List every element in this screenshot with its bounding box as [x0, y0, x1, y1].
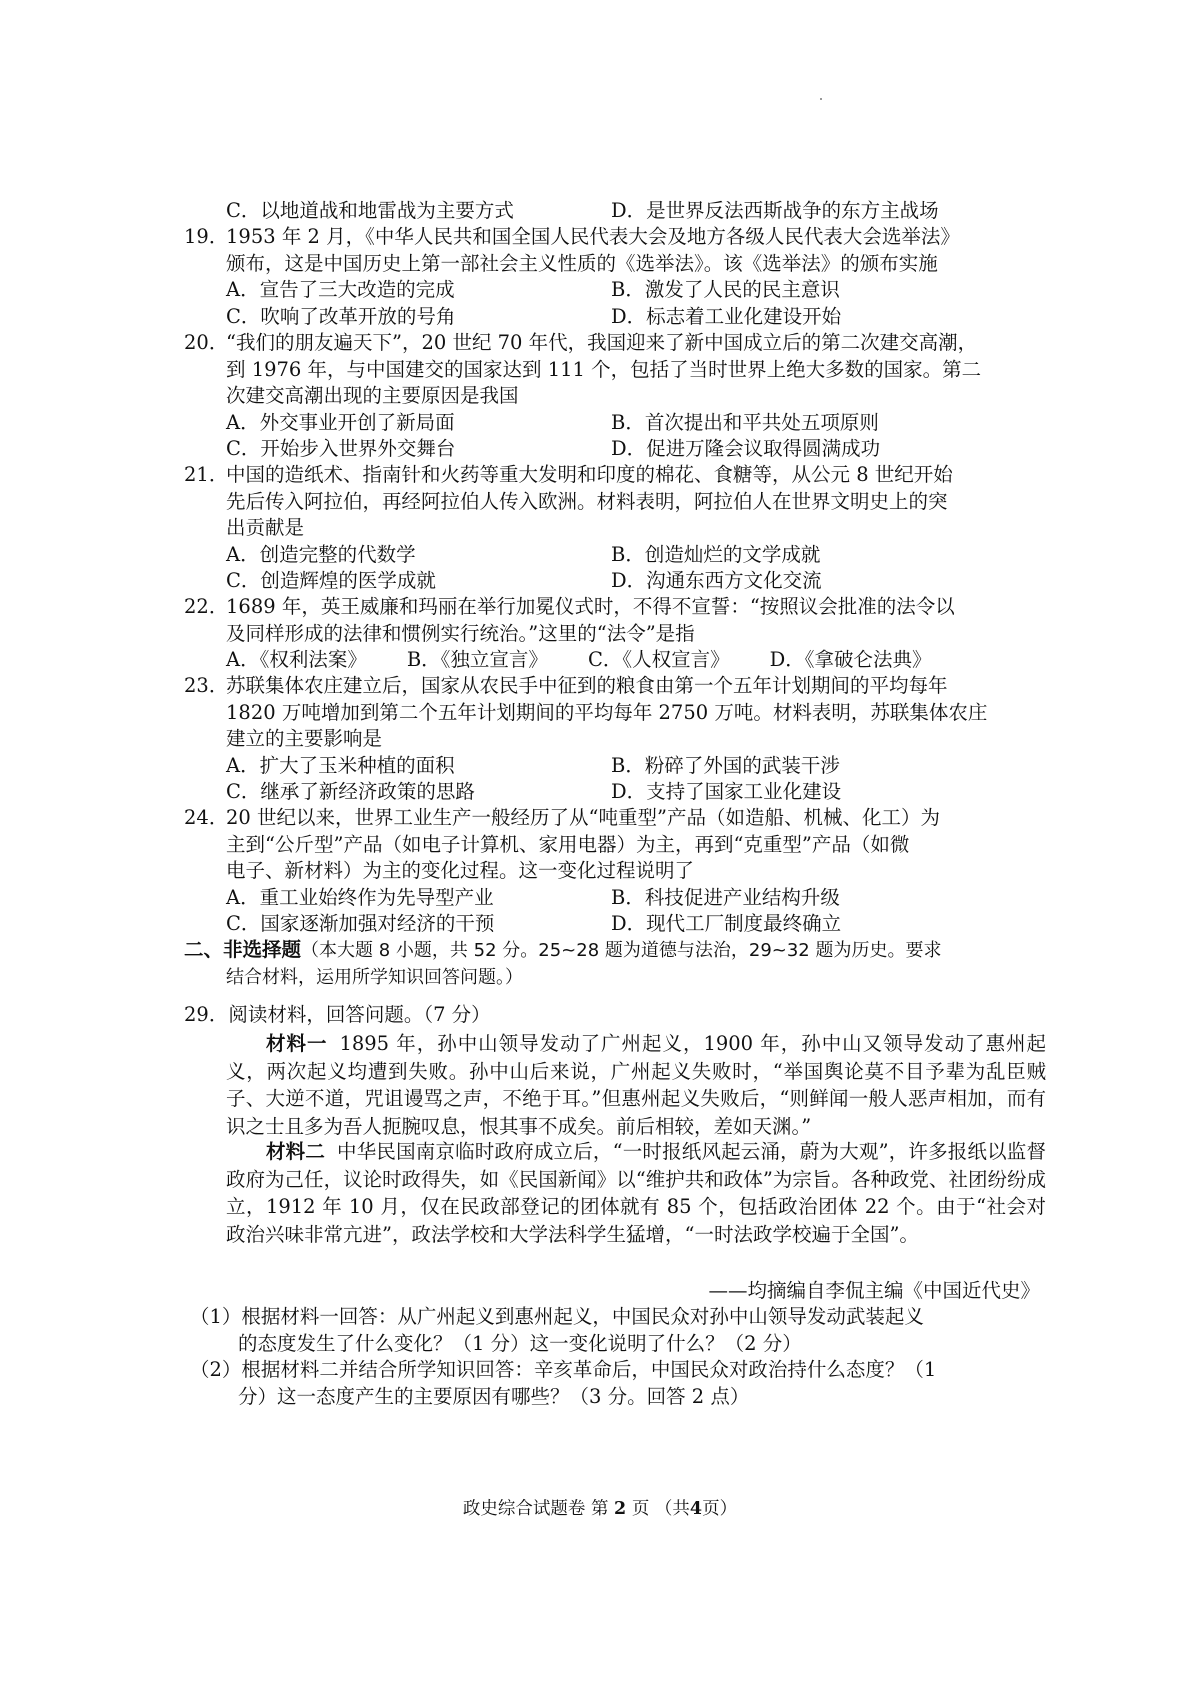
question-stem-line: 苏联集体农庄建立后，国家从农民手中征到的粮食由第一个五年计划期间的平均每年 — [226, 674, 948, 697]
question-stem-line: “我们的朋友遍天下”，20 世纪 70 年代，我国迎来了新中国成立后的第二次建交高潮， — [226, 331, 978, 354]
material-2-text: 中华民国南京临时政府成立后，“一时报纸风起云涌，蔚为大观”，许多报纸以监督政府为己任，议论时政得失，如《民国新闻》以“维护共和政体”为宗旨。各种政党、社团纷纷成立，1912 年 10 月，仅在民政部登记的团体就有 85 个，包括政治团体 22 个。由于“社会对政治兴味非常亢进”，政法学校和大学法科学生猛增，“一时法政学校遍于全国”。 — [226, 1140, 1046, 1246]
option-d: D．支持了国家工业化建设 — [611, 780, 842, 803]
question-21 — [184, 462, 1044, 595]
material-2 — [226, 1138, 1046, 1248]
page-footer — [0, 1495, 1200, 1520]
question-number: 22． — [184, 595, 229, 618]
footer-total-pages: 4 — [689, 1499, 703, 1519]
option-c: C．国家逐渐加强对经济的干预 — [226, 912, 495, 935]
option-a: A．重工业始终作为先导型产业 — [226, 885, 494, 909]
option-b: B．科技促进产业结构升级 — [611, 885, 840, 909]
option-c: C．《人权宣言》 — [587, 648, 730, 671]
option-b: B．创造灿烂的文学成就 — [611, 542, 821, 566]
material-1 — [226, 1030, 1046, 1140]
material-source: ——均摘编自李侃主编《中国近代史》 — [708, 1279, 1040, 1302]
option-c: C．开始步入世界外交舞台 — [226, 437, 456, 460]
sub-question-1 — [190, 1304, 1050, 1357]
q18-option-d: D．是世界反法西斯战争的东方主战场 — [611, 199, 939, 222]
material-2-label: 材料二 — [266, 1140, 326, 1163]
question-number: 23． — [184, 674, 229, 697]
section-2-desc-cont: 结合材料，运用所学知识回答问题。） — [226, 966, 523, 988]
option-c: C．创造辉煌的医学成就 — [226, 569, 436, 592]
footer-mid: 页 （共 — [631, 1499, 690, 1519]
q18-option-c: C．以地道战和地雷战为主要方式 — [226, 199, 514, 222]
question-number: 19． — [184, 225, 229, 248]
option-c: C．继承了新经济政策的思路 — [226, 780, 475, 803]
question-stem-line: 到 1976 年，与中国建交的国家达到 111 个，包括了当时世界上绝大多数的国家。第二 — [226, 357, 982, 381]
question-20 — [184, 330, 1044, 463]
sub-question-2-line: （2）根据材料二并结合所学知识回答：辛亥革命后，中国民众对政治持什么态度？（1 — [190, 1358, 937, 1381]
question-19 — [184, 224, 1044, 330]
option-b: B．激发了人民的民主意识 — [611, 278, 840, 301]
question-stem-line: 及同样形成的法律和惯例实行统治。”这里的“法令”是指 — [226, 621, 695, 645]
question-stem-line: 电子、新材料）为主的变化过程。这一变化过程说明了 — [226, 859, 695, 882]
sub-question-1-line: 的态度发生了什么变化？（1 分）这一变化说明了什么？（2 分） — [238, 1331, 802, 1355]
sub-question-2 — [190, 1357, 1050, 1410]
option-a: A．外交事业开创了新局面 — [226, 410, 455, 434]
question-22 — [184, 594, 1044, 674]
section-2-heading — [184, 937, 1044, 991]
material-1-text: 1895 年，孙中山领导发动了广州起义，1900 年，孙中山又领导发动了惠州起义，两次起义均遭到失败。孙中山后来说，广州起义失败时，“举国舆论莫不目予辈为乱臣贼子、大逆不道，咒诅谩骂之声，不绝于耳。”但惠州起义失败后，“则鲜闻一般人恶声相加，而有识之士且多为吾人扼腕叹息，恨其事不成矣。前后相较，差如天渊。” — [226, 1032, 1046, 1138]
section-2-title: 二、非选择题 — [184, 938, 302, 961]
option-b: B．《独立宣言》 — [406, 648, 548, 671]
option-d: D．标志着工业化建设开始 — [611, 304, 842, 328]
option-a: A．创造完整的代数学 — [226, 542, 416, 566]
option-d: D．现代工厂制度最终确立 — [611, 912, 842, 935]
question-number: 24． — [184, 806, 229, 829]
question-stem-line: 次建交高潮出现的主要原因是我国 — [226, 384, 519, 407]
sub-question-2-line: 分）这一态度产生的主要原因有哪些？（3 分。回答 2 点） — [238, 1384, 750, 1408]
option-a: A．《权利法案》 — [226, 648, 367, 671]
question-stem-line: 建立的主要影响是 — [226, 727, 383, 750]
option-a: A．宣告了三大改造的完成 — [226, 278, 455, 301]
footer-right: 页） — [702, 1499, 738, 1519]
question-stem-line: 1820 万吨增加到第二个五年计划期间的平均每年 2750 万吨。材料表明，苏联集体农庄 — [226, 700, 988, 724]
option-d: D．促进万隆会议取得圆满成功 — [611, 437, 881, 460]
section-2-desc: （本大题 8 小题，共 52 分。25~28 题为道德与法治，29~32 题为历史。要求 — [301, 940, 942, 961]
question-23 — [184, 673, 1044, 806]
option-b: B．首次提出和平共处五项原则 — [611, 410, 879, 434]
question-number: 21． — [184, 463, 229, 486]
option-b: B．粉碎了外国的武装干涉 — [611, 753, 840, 777]
q18-options — [184, 198, 1044, 225]
sub-question-1-line: （1）根据材料一回答：从广州起义到惠州起义，中国民众对孙中山领导发动武装起义 — [190, 1305, 924, 1328]
material-1-label: 材料一 — [266, 1032, 328, 1055]
question-stem-line: 1953 年 2 月，《中华人民共和国全国人民代表大会及地方各级人民代表大会选举法》 — [226, 225, 960, 248]
option-a: A．扩大了玉米种植的面积 — [226, 753, 455, 777]
question-stem-line: 颁布，这是中国历史上第一部社会主义性质的《选举法》。该《选举法》的颁布实施 — [226, 251, 938, 275]
question-number: 20． — [184, 331, 229, 354]
question-stem-line: 先后传入阿拉伯，再经阿拉伯人传入欧洲。材料表明，阿拉伯人在世界文明史上的突 — [226, 489, 948, 513]
question-stem-line: 20 世纪以来，世界工业生产一般经历了从“吨重型”产品（如造船、机械、化工）为 — [226, 806, 940, 829]
question-24 — [184, 805, 1044, 938]
question-stem-line: 出贡献是 — [226, 516, 305, 539]
option-c: C．吹响了改革开放的号角 — [226, 304, 456, 328]
question-stem-line: 主到“公斤型”产品（如电子计算机、家用电器）为主，再到“克重型”产品（如微 — [226, 832, 910, 856]
option-d: D．沟通东西方文化交流 — [611, 569, 822, 592]
question-stem-line: 1689 年，英王威廉和玛丽在举行加冕仪式时，不得不宣誓：“按照议会批准的法令以 — [226, 595, 955, 618]
footer-left: 政史综合试题卷 第 — [462, 1499, 609, 1519]
scan-speck — [820, 98, 822, 100]
footer-page-number: 2 — [614, 1499, 627, 1519]
option-d: D．《拿破仑法典》 — [769, 648, 932, 671]
question-29-head: 29．阅读材料，回答问题。（7 分） — [184, 1003, 491, 1026]
question-stem-line: 中国的造纸术、指南针和火药等重大发明和印度的棉花、食糖等，从公元 8 世纪开始 — [226, 463, 953, 486]
